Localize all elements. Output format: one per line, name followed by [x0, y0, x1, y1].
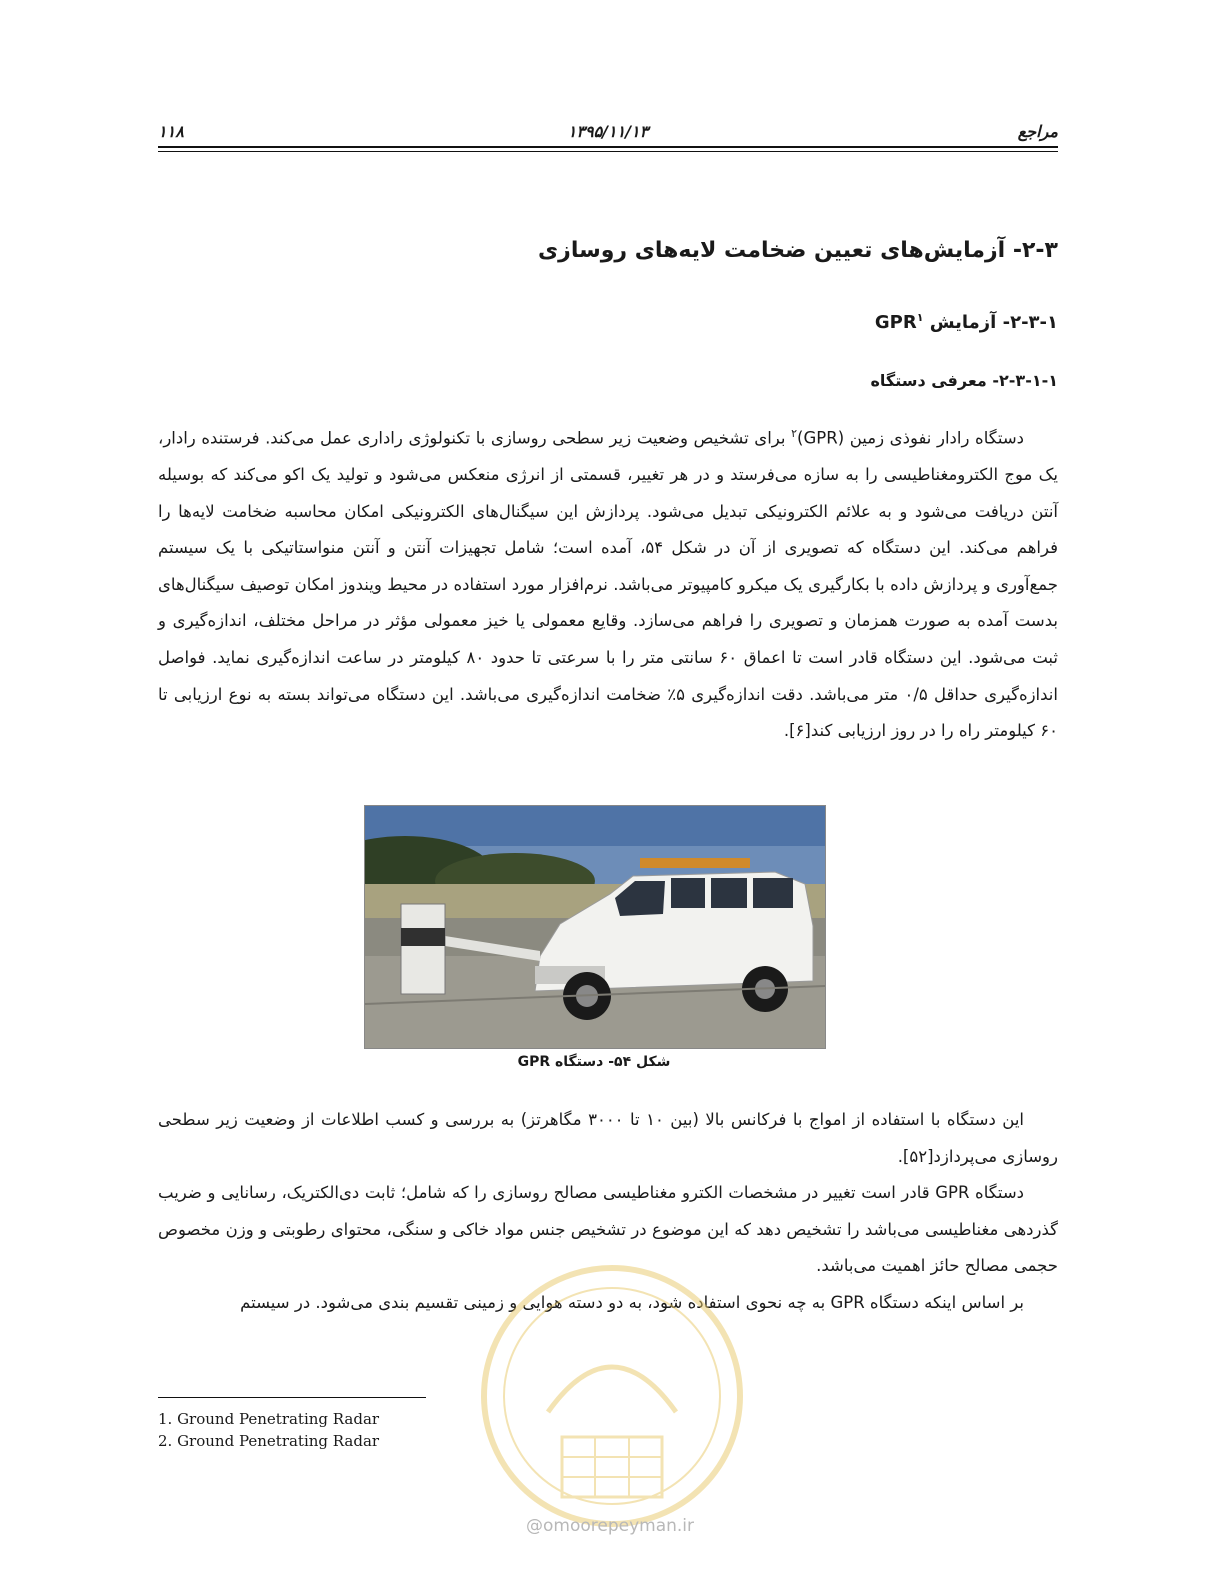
paragraph-3: دستگاه GPR قادر است تغییر در مشخصات الکترو مغناطیسی مصالح روسازی را که شامل؛ ثابت دی‌الکتریک، رسانایی و ضریب گذردهی مغناطیسی می‌باشد را تشخیص دهد که این موضوع در تشخیص جنس مواد خاکی و سنگی، محتوای رطوبتی و وزن مخصوص حجمی مصالح حائز اهمیت می‌باشد.	[158, 1183, 1058, 1276]
body-paragraphs-2	[158, 1102, 1058, 1322]
subsection-heading-text: ۲-۳-۱- آزمایش GPR	[874, 312, 1058, 333]
gpr-van-photo	[364, 805, 826, 1049]
header-title: مراجع	[1017, 122, 1058, 141]
footnote-2: 2. Ground Penetrating Radar	[158, 1432, 380, 1450]
paragraph-1-start: دستگاه رادار نفوذی زمین (GPR)	[797, 428, 1024, 448]
footnote-1: 1. Ground Penetrating Radar	[158, 1410, 380, 1428]
watermark-text: @omoorepeyman.ir	[525, 1516, 695, 1536]
subsection-heading	[875, 311, 1058, 333]
page-number: ۱۱۸	[158, 122, 184, 141]
header-rule-thin	[158, 151, 1058, 152]
header-date: ۱۳۹۵/۱۱/۱۳	[567, 122, 649, 141]
figure-caption: شکل ۵۴- دستگاه GPR	[517, 1054, 671, 1070]
subsubsection-heading: ۲-۳-۱-۱- معرفی دستگاه	[870, 371, 1058, 390]
footnotes	[158, 1408, 379, 1452]
page-header	[158, 122, 1058, 146]
footnote-ref-1: ۱	[916, 311, 924, 324]
header-rule-thick	[158, 146, 1058, 148]
body-paragraph-1	[158, 416, 1058, 750]
footnote-ref-2: ۲	[791, 427, 798, 440]
footnote-separator	[158, 1397, 426, 1398]
paragraph-1-rest: برای تشخیص وضعیت زیر سطحی روسازی با تکنولوژی راداری عمل می‌کند. فرستنده رادار، یک موج الکترومغناطیسی را به سازه می‌فرستد و در هر تغییر، قسمتی از انرژی منعکس می‌شود و تولید یک اکو می‌کند که بوسیله آنتن دریافت می‌شود و به علائم الکترونیکی تبدیل می‌شود. پردازش این سیگنال‌های الکترونیکی امکان محاسبه ضخامت لایه‌ها را فراهم می‌کند. این دستگاه که تصویری از آن در شکل ۵۴، آمده است؛ شامل تجهیزات آنتن و آنتن منواستاتیکی با یک سیستم جمع‌آوری و پردازش داده با بکارگیری یک میکرو کامپیوتر می‌باشد. نرم‌افزار مورد استفاده در محیط ویندوز امکان توصیف سیگنال‌های بدست آمده به صورت همزمان و تصویری را فراهم می‌سازد. وقایع معمولی یا خیز معمولی مؤثر در مراحل مختلف، اندازه‌گیری و ثبت می‌شود. این دستگاه قادر است تا اعماق ۶۰ سانتی متر را با سرعتی تا حدود ۸۰ کیلومتر در ساعت اندازه‌گیری نماید. فواصل اندازه‌گیری حداقل ۰/۵ متر می‌باشد. دقت اندازه‌گیری ۵٪ ضخامت اندازه‌گیری می‌باشد. این دستگاه می‌تواند بسته به نوع ارزیابی تا ۶۰ کیلومتر راه را در روز ارزیابی کند[۶].	[158, 428, 1058, 741]
paragraph-2: این دستگاه با استفاده از امواج با فرکانس بالا (بین ۱۰ تا ۳۰۰۰ مگاهرتز) به بررسی و کسب اطلاعات از وضعیت زیر سطحی روسازی می‌پردازد[۵۲].	[158, 1110, 1058, 1166]
paragraph-4: بر اساس اینکه دستگاه GPR به چه نحوی استفاده شود، به دو دسته هوایی و زمینی تقسیم بندی می‌شود. در سیستم	[240, 1292, 1024, 1312]
section-heading: ۲-۳- آزمایش‌های تعیین ضخامت لایه‌های روسازی	[538, 238, 1058, 263]
